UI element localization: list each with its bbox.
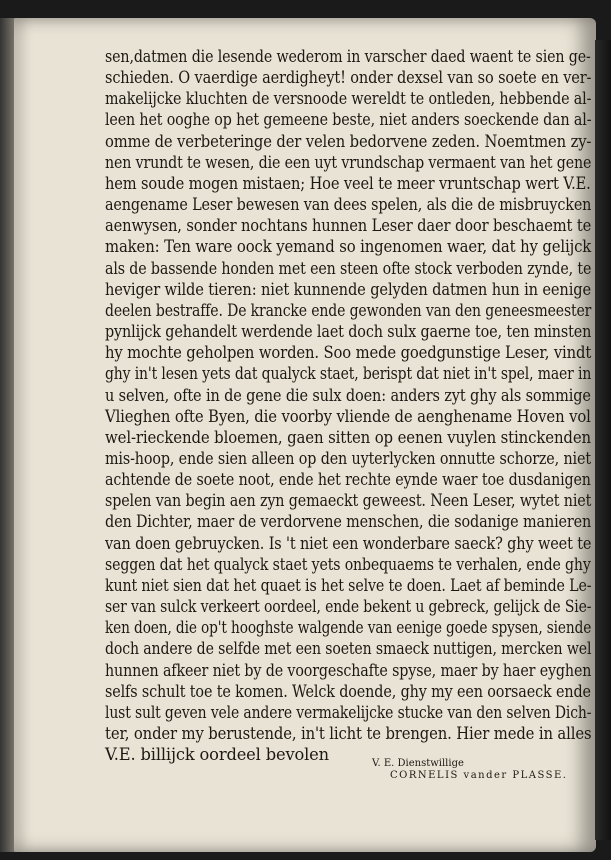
text-line: hy mochte geholpen worden. Soo mede goedgunstige Leser, vindt [105,343,592,363]
text-line: Vlieghen ofte Byen, die voorby vliende de aenghename Hoven vol [105,406,591,426]
text-line: van doen gebruycken. Is 't niet een wonderbare saeck? ghy weet te [105,533,592,553]
text-line: heviger wilde tieren: niet kunnende gelyden datmen hun in eenige [105,279,591,299]
text-line: mis-hoop, ende sien alleen op den uyterlycken onnutte schorze, niet [105,448,591,468]
text-line: leen het ooghe op het gemeene beste, niet anders soeckende dan al- [105,110,592,130]
text-line: selfs schult toe te komen. Welck doende, ghy my een oorsaeck ende [105,681,591,701]
text-line: pynlijck gehandelt werdende laet doch sulx gaerne toe, ten minsten [105,322,592,342]
text-line: hem soude mogen mistaen; Hoe veel te meer vruntschap wert V.E. [105,173,591,193]
text-line: aenwysen, sonder nochtans hunnen Leser daer door beschaemt te [105,216,592,236]
body-text [105,46,595,765]
text-line: makelijcke kluchten de versnoode wereldt te ontleden, hebbende al- [105,89,592,109]
text-line: ghy in't lesen yets dat qualyck staet, berispt dat niet in't spel, maer in [105,364,592,384]
text-line: als de bassende honden met een steen ofte stock verboden zynde, te [105,258,592,278]
text-line: ken doen, die op't hooghste walgende van eenige goede spysen, siende [105,618,592,638]
signature-block [372,758,567,782]
text-line: maken: Ten ware oock yemand so ingenomen waer, dat hy gelijck [105,237,592,257]
text-line: u selven, ofte in de gene die sulx doen: anders zyt ghy als sommige [105,385,591,405]
text-line: deelen bestraffe. De krancke ende gewonden van den geneesmeester [105,300,592,320]
text-line: den Dichter, maer de verdorvene menschen, die sodanige manieren [105,512,592,532]
text-line: ser van sulck verkeert oordeel, ende bekent u gebreck, gelijck de Sie- [105,597,592,617]
text-line: achtende de soete noot, ende het rechte eynde waer toe dusdanigen [105,470,591,490]
text-line: spelen van begin aen zyn gemaeckt geweest. Neen Leser, wytet niet [105,491,592,511]
text-line: hunnen afkeer niet by de voorgeschafte spyse, maer by haer eyghen [105,660,592,680]
text-line: wel-rieckende bloemen, gaen sitten op eenen vuylen stinckenden [105,427,591,447]
signature-greeting: V. E. Dienstwillige [372,758,464,769]
text-line: sen,datmen die lesende wederom in varscher daed waent te sien ge- [105,47,591,66]
text-line: V.E. billijck oordeel bevolen [105,745,329,765]
text-line: kunt niet sien dat het quaet is het selve te doen. Laet af beminde Le- [105,575,592,595]
text-line: lust sult geven vele andere vermakelijcke stucke van den selven Dich- [105,702,592,722]
text-line: omme de verbeteringe der velen bedorvene zeden. Noemtmen zy- [105,131,592,151]
page-edge [595,40,611,840]
text-line: ter, onder my berustende, in't licht te brengen. Hier mede in alles [105,724,592,743]
signature-name: CORNELIS vander PLASSE. [390,770,568,781]
text-line: seggen dat het qualyck staet yets onbequaems te verhalen, ende ghy [105,554,591,574]
text-line: doch andere de selfde met een soeten smaeck nuttigen, mercken wel [105,639,592,659]
text-line: nen vrundt te wesen, die een uyt vrundschap vermaent van het gene [105,152,592,172]
text-line: schieden. O vaerdige aerdigheyt! onder dexsel van so soete en ver- [105,68,592,88]
text-line: aengename Leser bewesen van dees spelen, als die de misbruycken [105,195,592,215]
